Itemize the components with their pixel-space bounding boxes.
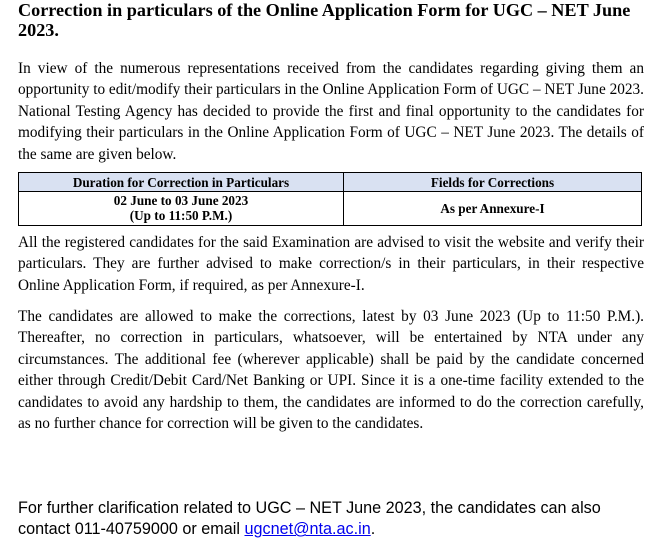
intro-paragraph: In view of the numerous representations received from the candidates regarding giving them an opportunity to edit/modify their particulars in the Online Application Form of UGC – NET June 2023. National Testing Agency has decided to provide the first and final opportunity to the candidates for modifying their particulars in the Online Application Form of UGC – NET June 2023. The details of the same are given below. (18, 60, 644, 163)
header-duration: Duration for Correction in Particulars (19, 173, 344, 192)
deadline-paragraph: The candidates are allowed to make the corrections, latest by 03 June 2023 (Up to 11:50 P.M.). Thereafter, no correction in particulars, whatsoever, will be entertained by NTA under any circumstances. The additional fee (wherever applicable) shall be paid by the candidate concerned either through Credit/Debit Card/Net Banking or UPI. Since it is a one-time facility extended to the candidates to avoid any hardship to them, the candidates are informed to do the correction carefully, as no further chance for correction will be given to the candidates. (18, 308, 644, 433)
duration-time: (Up to 11:50 P.M.) (129, 208, 233, 223)
cell-fields: As per Annexure-I (344, 192, 642, 226)
correction-schedule-table-wrapper (18, 172, 644, 226)
email-link[interactable]: ugcnet@nta.ac.in (244, 520, 371, 539)
contact-text: For further clarification related to UGC – NET June 2023, the candidates can also contact 011-40759000 or email (18, 499, 601, 539)
header-fields: Fields for Corrections (344, 173, 642, 192)
contact-paragraph (18, 498, 644, 540)
table-row (19, 192, 642, 226)
table-header-row (19, 173, 642, 192)
verification-paragraph: All the registered candidates for the said Examination are advised to visit the website and verify their particulars. They are further advised to make correction/s in their particulars, in their respective Online Application Form, if required, as per Annexure-I. (18, 234, 644, 294)
cell-duration (19, 192, 344, 226)
duration-dates: 02 June to 03 June 2023 (113, 193, 249, 208)
contact-trailing: . (370, 520, 376, 539)
correction-schedule-table (18, 172, 642, 226)
notice-document (18, 0, 644, 539)
document-title: Correction in particulars of the Online Application Form for UGC – NET June 2023. (18, 0, 631, 40)
